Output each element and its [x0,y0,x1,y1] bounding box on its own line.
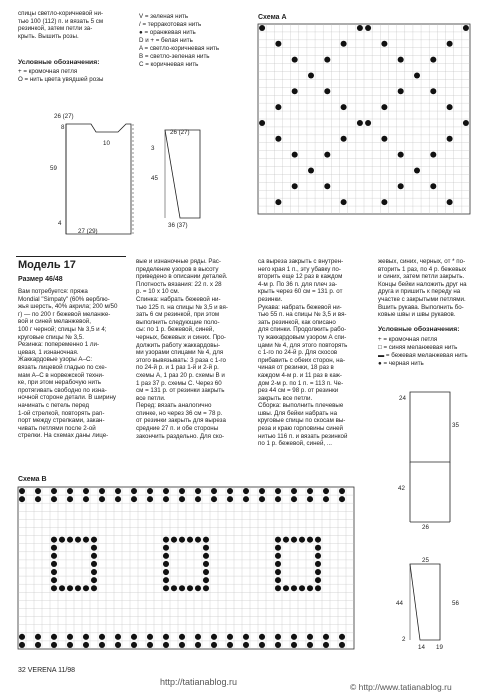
legend-right-item-1: □ = синяя меланжевая нить [378,344,458,351]
stitch-dot [430,88,436,94]
stitch-dot [339,642,345,648]
stitch-dot [147,634,153,640]
stitch-dot [339,496,345,502]
legend-top-item-1: O = нить цвета увядшей розы [18,76,104,83]
stitch-dot [323,496,329,502]
heading-rule [16,256,126,257]
stitch-dot [463,120,469,126]
stitch-dot [131,642,137,648]
footer-url[interactable]: http://tatianablog.ru [160,677,238,687]
legend-mid-item-2: ● = оранжевая нить [139,29,196,36]
stitch-dot [323,642,329,648]
stitch-dot [243,642,249,648]
stitch-dot [163,585,169,591]
stitch-dot [99,496,105,502]
schema-a-label: Схема А [258,14,287,21]
stitch-dot [275,577,281,583]
stitch-dot [211,642,217,648]
stitch-dot [292,183,298,189]
stitch-dot [307,488,313,494]
stitch-dot [291,634,297,640]
stitch-dot [324,88,330,94]
dim-26-sleeve: 26 (27) [170,129,190,136]
stitch-dot [203,553,209,559]
stitch-dot [91,553,97,559]
stitch-dot [430,57,436,63]
stitch-dot [115,488,121,494]
stitch-dot [292,88,298,94]
stitch-dot [339,634,345,640]
stitch-dot [179,642,185,648]
stitch-dot [51,642,57,648]
stitch-dot [75,537,81,543]
stitch-dot [259,642,265,648]
stitch-dot [227,634,233,640]
stitch-dot [291,496,297,502]
stitch-dot [83,642,89,648]
stitch-dot [299,537,305,543]
stitch-dot [19,634,25,640]
stitch-dot [315,561,321,567]
stitch-dot [211,496,217,502]
stitch-dot [275,199,281,205]
stitch-dot [195,537,201,543]
legend-mid-item-0: V = зеленая нить [139,13,189,20]
model-size: Размер 46/48 [18,276,63,283]
stitch-dot [259,120,265,126]
stitch-dot [275,585,281,591]
stitch-dot [163,634,169,640]
stitch-dot [83,488,89,494]
stitch-dot [203,537,209,543]
stitch-dot [324,57,330,63]
stitch-dot [447,41,453,47]
stitch-dot [75,585,81,591]
stitch-dot [147,642,153,648]
dim-25: 25 [422,557,429,564]
dim-27: 27 (29) [78,228,98,235]
stitch-dot [315,553,321,559]
stitch-dot [275,496,281,502]
dim-42: 42 [398,485,405,492]
stitch-dot [91,561,97,567]
legend-right-item-0: + = кромочная петля [378,336,438,343]
stitch-dot [51,488,57,494]
stitch-dot [308,72,314,78]
model-title: Модель 17 [18,259,76,271]
stitch-dot [463,25,469,31]
stitch-dot [398,88,404,94]
stitch-dot [67,642,73,648]
stitch-dot [203,561,209,567]
stitch-dot [179,585,185,591]
stitch-dot [179,634,185,640]
stitch-dot [275,561,281,567]
stitch-dot [163,561,169,567]
stitch-dot [414,167,420,173]
stitch-dot [259,496,265,502]
footer-page: 32 VERENA 11/98 [18,667,76,674]
stitch-dot [381,104,387,110]
stitch-dot [307,496,313,502]
stitch-dot [35,488,41,494]
stitch-dot [447,136,453,142]
stitch-dot [357,120,363,126]
stitch-dot [308,167,314,173]
stitch-dot [179,537,185,543]
legend-mid-item-3: D и + = белая нить [139,37,193,44]
stitch-dot [227,488,233,494]
stitch-dot [398,152,404,158]
stitch-dot [275,553,281,559]
stitch-dot [381,136,387,142]
col3-text: са выреза закрыть с внутрен- него края 1 п., эту убавку по- вторить еще 12 раз в каждом 4-м р. По 36 п. для плеч за- крыть через 60 см = 131 р. от резинки. Рукава: набрать бежевой ни- тью 55 п. на спицы № 3,5 и вя- зать резинкой, как описано для спинки. Продолжить рабо- ту жаккардовым узором А спи- цами № 4, для этого повторять с 1-го по 24-й р. Для скосов прибавить с обеих сторон, на- чиная от резинки, 18 раз в каждом 4-м р. и 11 раз в каж- дом 2-м р. по 1 п. = 113 п. Че- рез 44 см = 98 р. от резинки закрыть все петли. Сборка: выполнить плечевые швы. Для бейки набрать на круговые спицы по скосам вы- реза и краю горловины синей нитью 116 п. и вязать резинкой по 1 р. бежевой, синей, ... [258,258,348,448]
stitch-dot [195,585,201,591]
stitch-dot [19,488,25,494]
stitch-dot [51,496,57,502]
stitch-dot [51,634,57,640]
stitch-dot [447,104,453,110]
legend-top-title: Условные обозначения: [18,59,100,66]
stitch-dot [291,488,297,494]
stitch-dot [19,642,25,648]
legend-mid-item-1: / = терракотовая нить [139,21,202,28]
stitch-dot [187,585,193,591]
stitch-dot [323,488,329,494]
stitch-dot [163,496,169,502]
stitch-dot [275,488,281,494]
stitch-dot [211,488,217,494]
stitch-dot [203,577,209,583]
stitch-dot [131,634,137,640]
stitch-dot [51,569,57,575]
stitch-dot [35,496,41,502]
stitch-dot [163,553,169,559]
stitch-dot [83,496,89,502]
stitch-dot [203,585,209,591]
stitch-dot [259,488,265,494]
stitch-dot [275,569,281,575]
dim-35: 35 [452,422,459,429]
stitch-dot [115,496,121,502]
stitch-dot [19,496,25,502]
stitch-dot [430,152,436,158]
stitch-dot [381,199,387,205]
stitch-dot [307,634,313,640]
stitch-dot [283,537,289,543]
stitch-dot [315,545,321,551]
stitch-dot [430,183,436,189]
stitch-dot [203,569,209,575]
stitch-dot [341,104,347,110]
stitch-dot [163,545,169,551]
stitch-dot [324,152,330,158]
legend-right-title: Условные обозначения: [378,326,460,333]
stitch-dot [115,634,121,640]
stitch-dot [259,25,265,31]
stitch-dot [67,537,73,543]
stitch-dot [171,585,177,591]
dim-10: 10 [103,140,110,147]
stitch-dot [315,577,321,583]
stitch-dot [341,136,347,142]
stitch-dot [51,537,57,543]
stitch-dot [292,152,298,158]
dim-4: 4 [58,220,62,227]
col2-text: вые и изнаночные ряды. Рас- пределение узоров в высоту приведено в описании деталей. Плотность вязания: 22 п. х 28 р. = 10 х 10 см. Спинка: набрать бежевой ни- тью 125 п. на спицы № 3,5 и вя- зать 6 см резинкой, при этом выполнить следующие поло- сы: по 1 р. бежевой, синей, черных, бежевых и синих. Про- должить работу жаккардовы- ми узорами спицами № 4, для этого вывязывать: 3 раза с 1-го по 24-й р. и 1 раз 1-й и 2-й р. схемы А, 1 раз 20 р. схемы В и 1 раз 37 р. схемы С. Через 60 см = 131 р. от резинки закрыть все петли. Перед: вязать аналогично спинке, но через 36 см = 78 р. от резинки закрыть для выреза средние 27 п. и обе стороны закончить раздельно. Для ско- [136,258,228,440]
stitch-dot [307,537,313,543]
col1-text: Вам потребуется: пряжа Mondial "Simpaty" (60% верблю- жья шерсть, 40% акрила; 200 м/50 г) — по 200 г бежевой меланже- вой и синей меланжевой, 100 г черной; спицы № 3,5 и 4; круговые спицы № 3,5. Резинка: попеременно 1 ли- цевая, 1 изнаночная. Жаккардовые узоры А–С: вязать лицевой гладью по схе- мам А–С в норвежской техни- ке, при этом нерабочую нить протягивать свободно по изна- ночной стороне детали. В ширину начинать с петель перед 1-ой стрелкой, повторять рап- порт между стрелками, закан- чивать петлями после 2-ой стрелки. На схемах даны лице- [18,288,118,440]
stitch-dot [227,496,233,502]
stitch-dot [51,561,57,567]
dim-24: 24 [399,395,406,402]
right-pattern-diagram [395,382,475,642]
dim-8: 8 [61,124,65,131]
dim-26-right: 26 [422,524,429,531]
legend-top-item-0: + = кромочная петля [18,68,78,75]
stitch-dot [67,488,73,494]
stitch-dot [179,488,185,494]
dim-3: 3 [151,145,155,152]
stitch-dot [35,634,41,640]
stitch-dot [51,545,57,551]
stitch-dot [381,41,387,47]
dim-26-left: 26 (27) [54,113,74,120]
stitch-dot [163,537,169,543]
stitch-dot [51,577,57,583]
stitch-dot [275,41,281,47]
stitch-dot [275,642,281,648]
stitch-dot [195,634,201,640]
stitch-dot [91,577,97,583]
stitch-dot [147,496,153,502]
stitch-dot [91,537,97,543]
stitch-dot [291,585,297,591]
legend-right-item-3: ● = черная нить [378,360,424,367]
stitch-dot [227,642,233,648]
dim-45: 45 [151,175,158,182]
stitch-dot [259,634,265,640]
stitch-dot [315,585,321,591]
stitch-dot [447,199,453,205]
stitch-dot [365,25,371,31]
stitch-dot [275,104,281,110]
stitch-dot [163,642,169,648]
schema-a-grid [258,24,470,214]
stitch-dot [171,537,177,543]
stitch-dot [315,569,321,575]
watermark: © http://www.tatianablog.ru [350,682,452,692]
stitch-dot [195,496,201,502]
legend-mid-item-6: C = коричневая нить [139,61,199,68]
stitch-dot [398,57,404,63]
stitch-dot [275,136,281,142]
stitch-dot [275,545,281,551]
stitch-dot [147,488,153,494]
stitch-dot [291,537,297,543]
stitch-dot [131,496,137,502]
stitch-dot [195,642,201,648]
stitch-dot [195,488,201,494]
stitch-dot [291,642,297,648]
dim-56: 56 [452,600,459,607]
stitch-dot [275,634,281,640]
stitch-dot [59,585,65,591]
stitch-dot [307,642,313,648]
dim-36: 36 (37) [168,222,188,229]
stitch-dot [131,488,137,494]
stitch-dot [323,634,329,640]
legend-right-item-2: ▬ = бежевая меланжевая нить [378,352,468,359]
stitch-dot [341,41,347,47]
stitch-dot [59,537,65,543]
stitch-dot [163,569,169,575]
stitch-dot [357,25,363,31]
col4-text: жевых, синих, черных, от * по- вторить 1 раз, по 4 р. бежевых и синих, затем петли закрыть. Концы бейки наложить друг на друга и пришить к переду на участке с закрытыми петлями. Вшить рукава. Выполнить бо- ковые швы и швы рукавов. [378,258,467,319]
stitch-dot [414,72,420,78]
stitch-dot [365,120,371,126]
stitch-dot [83,585,89,591]
stitch-dot [187,537,193,543]
stitch-dot [51,585,57,591]
stitch-dot [35,642,41,648]
stitch-dot [67,634,73,640]
stitch-dot [243,496,249,502]
stitch-dot [243,488,249,494]
stitch-dot [91,585,97,591]
stitch-dot [307,585,313,591]
stitch-dot [163,577,169,583]
stitch-dot [299,585,305,591]
stitch-dot [324,183,330,189]
stitch-dot [91,545,97,551]
stitch-dot [283,585,289,591]
stitch-dot [203,545,209,551]
intro-text: спицы светло-коричневой ни- тью 100 (112) п. и вязать 5 см резинкой, затем петли за- крыть. Вышить розы. [18,10,104,40]
schema-b-grid [18,487,354,649]
stitch-dot [115,642,121,648]
stitch-dot [398,183,404,189]
stitch-dot [292,57,298,63]
stitch-dot [91,569,97,575]
stitch-dot [275,537,281,543]
dim-14: 14 [418,644,425,651]
stitch-dot [99,488,105,494]
schema-b-label: Схема В [18,476,47,483]
stitch-dot [243,634,249,640]
dim-19: 19 [436,644,443,651]
stitch-dot [83,634,89,640]
stitch-dot [51,553,57,559]
stitch-dot [67,585,73,591]
stitch-dot [341,199,347,205]
dim-44: 44 [396,600,403,607]
stitch-dot [315,537,321,543]
legend-mid-item-4: A = светло-коричневая нить [139,45,220,52]
legend-mid-item-5: B = светло-зеленая нить [139,53,210,60]
dim-2: 2 [402,636,406,643]
stitch-dot [99,634,105,640]
stitch-dot [99,642,105,648]
stitch-dot [163,488,169,494]
stitch-dot [67,496,73,502]
stitch-dot [83,537,89,543]
stitch-dot [339,488,345,494]
stitch-dot [211,634,217,640]
stitch-dot [179,496,185,502]
dim-59: 59 [50,165,57,172]
